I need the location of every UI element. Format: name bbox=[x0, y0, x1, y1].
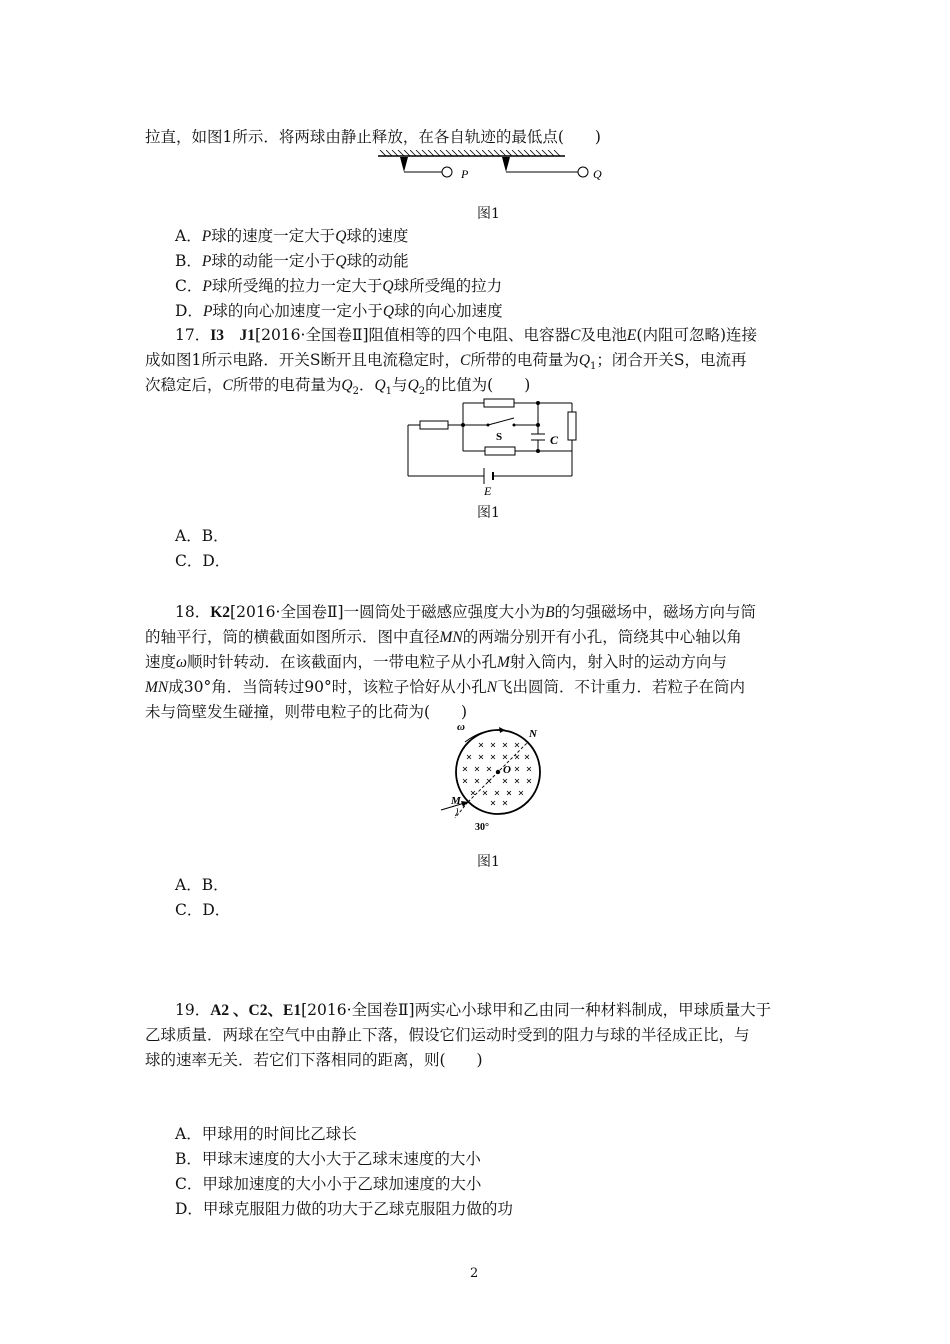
q18-stem-line5: 未与筒壁发生碰撞，则带电粒子的比荷为( ) bbox=[145, 703, 468, 721]
q18-options-cd: C．D． bbox=[175, 901, 231, 919]
q16-pendulum-figure bbox=[370, 150, 630, 190]
q18-stem-line3: 速度ω顺时针转动．在该截面内，一带电粒子从小孔M射入筒内，射入时的运动方向与 bbox=[145, 653, 727, 671]
q19-option-c: C．甲球加速度的大小小于乙球加速度的大小 bbox=[175, 1175, 482, 1193]
q19-option-a: A．甲球用的时间比乙球长 bbox=[175, 1125, 357, 1143]
q17-options-cd: C．D． bbox=[175, 552, 231, 570]
q19-option-b: B．甲球末速度的大小大于乙球末速度的大小 bbox=[175, 1150, 481, 1168]
q19-stem-line3: 球的速率无关．若它们下落相同的距离，则( ) bbox=[145, 1051, 483, 1069]
q16-label-P: P bbox=[461, 167, 469, 181]
q16-option-c: C．P球所受绳的拉力一定大于Q球所受绳的拉力 bbox=[175, 277, 503, 295]
q18-stem-line4: MN成30°角．当筒转过90°时，该粒子恰好从小孔N飞出圆筒．不计重力．若粒子在筒内 bbox=[145, 678, 746, 696]
q16-stem: 拉直，如图1所示．将两球由静止释放，在各自轨迹的最低点( ) bbox=[145, 128, 601, 146]
q18-options-ab: A．B． bbox=[175, 876, 229, 894]
q18-label-omega: ω bbox=[457, 721, 465, 733]
q18-stem-line2: 的轴平行，筒的横截面如图所示．图中直径MN的两端分别开有小孔，筒绕其中心轴以角 bbox=[145, 628, 742, 646]
q17-label-E: E bbox=[484, 484, 492, 498]
q18-cylinder-figure bbox=[435, 720, 550, 838]
q18-label-O: O bbox=[503, 764, 511, 776]
q17-circuit-figure bbox=[400, 398, 585, 498]
q16-option-b: B．P球的动能一定小于Q球的动能 bbox=[175, 252, 409, 270]
q18-stem-line1: 18．K2[2016·全国卷Ⅱ]一圆筒处于磁感应强度大小为B的匀强磁场中，磁场方向与筒 bbox=[175, 603, 757, 621]
q19-option-d: D．甲球克服阻力做的功大于乙球克服阻力做的功 bbox=[175, 1200, 513, 1218]
q19-stem-line2: 乙球质量．两球在空气中由静止下落，假设它们运动时受到的阻力与球的半径成正比，与 bbox=[145, 1026, 750, 1044]
q16-option-a: A．P球的速度一定大于Q球的速度 bbox=[175, 227, 409, 245]
q17-stem-line2: 成如图1所示电路．开关S断开且电流稳定时，C所带的电荷量为$Q_1$；闭合开关S，电流再 bbox=[145, 351, 747, 373]
q18-label-angle: 30° bbox=[475, 822, 489, 833]
q16-figure-caption: 图1 bbox=[477, 206, 500, 222]
q17-options-ab: A．B． bbox=[175, 527, 229, 545]
q17-stem-line3: 次稳定后，C所带的电荷量为$Q_2$．$Q_1$与$Q_2$的比值为( ) bbox=[145, 376, 531, 398]
q19-stem-line1: 19．A2 、C2、E1[2016·全国卷Ⅱ]两实心小球甲和乙由同一种材料制成，甲球质量大于 bbox=[175, 1001, 772, 1019]
q17-figure-caption: 图1 bbox=[477, 505, 500, 521]
q18-figure-caption: 图1 bbox=[477, 854, 500, 870]
q16-label-Q: Q bbox=[593, 167, 602, 181]
q17-label-C: C bbox=[550, 433, 559, 447]
page-number: 2 bbox=[470, 1266, 479, 1281]
q16-option-d: D．P球的向心加速度一定小于Q球的向心加速度 bbox=[175, 302, 503, 320]
q17-label-S: S bbox=[496, 431, 503, 443]
q17-stem-line1: 17．I3 J1[2016·全国卷Ⅱ]阻值相等的四个电阻、电容器C及电池E(内阻可忽略)连接 bbox=[175, 326, 757, 344]
q18-label-M: M bbox=[451, 795, 461, 807]
q18-label-N: N bbox=[529, 728, 537, 740]
